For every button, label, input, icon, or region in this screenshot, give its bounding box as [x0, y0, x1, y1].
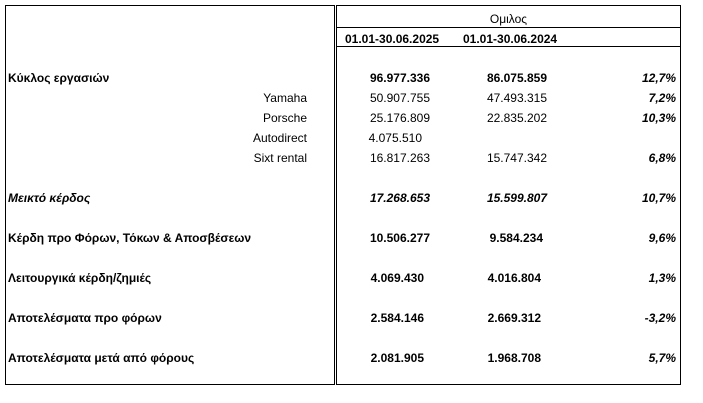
gross-profit-change: 10,7% — [641, 191, 676, 205]
operating-current: 4.069.430 — [370, 271, 424, 285]
sixt-label: Sixt rental — [253, 151, 307, 165]
sixt-current: 16.817.263 — [369, 151, 430, 165]
operating-change: 1,3% — [648, 271, 676, 285]
turnover-prior: 86.075.859 — [486, 71, 547, 85]
aftertax-prior: 1.968.708 — [487, 351, 541, 365]
operating-prior: 4.016.804 — [487, 271, 541, 285]
ebitda-prior: 9.584.234 — [489, 231, 543, 245]
pretax-change: -3,2% — [644, 311, 676, 325]
turnover-change: 12,7% — [641, 71, 676, 85]
aftertax-label: Αποτελέσματα μετά από φόρους — [8, 351, 195, 365]
period-header-divider — [336, 46, 681, 47]
autodirect-current: 4.075.510 — [368, 131, 422, 145]
autodirect-label: Autodirect — [252, 131, 307, 145]
group-header: Ομιλος — [489, 12, 528, 26]
porsche-prior: 22.835.202 — [486, 111, 547, 125]
yamaha-label: Yamaha — [263, 91, 307, 105]
operating-label: Λειτουργικά κέρδη/ζημιές — [8, 271, 152, 285]
turnover-label: Κύκλος εργασιών — [8, 71, 110, 85]
group-header-divider — [336, 27, 681, 28]
yamaha-current: 50.907.755 — [369, 91, 430, 105]
aftertax-current: 2.081.905 — [370, 351, 424, 365]
porsche-current: 25.176.809 — [369, 111, 430, 125]
porsche-label: Porsche — [262, 111, 307, 125]
ebitda-current: 10.506.277 — [369, 231, 430, 245]
aftertax-change: 5,7% — [648, 351, 676, 365]
sixt-prior: 15.747.342 — [486, 151, 547, 165]
ebitda-change: 9,6% — [648, 231, 676, 245]
period-prior-header: 01.01-30.06.2024 — [463, 32, 558, 46]
ebitda-label: Κέρδη προ Φόρων, Τόκων & Αποσβέσεων — [8, 231, 252, 245]
sixt-change: 6,8% — [648, 151, 676, 165]
porsche-change: 10,3% — [641, 111, 676, 125]
gross-profit-prior: 15.599.807 — [486, 191, 547, 205]
pretax-prior: 2.669.312 — [487, 311, 541, 325]
yamaha-change: 7,2% — [648, 91, 676, 105]
pretax-current: 2.584.146 — [370, 311, 424, 325]
gross-profit-current: 17.268.653 — [369, 191, 430, 205]
gross-profit-label: Μεικτό κέρδος — [8, 191, 91, 205]
pretax-label: Αποτελέσματα προ φόρων — [8, 311, 162, 325]
turnover-current: 96.977.336 — [369, 71, 430, 85]
yamaha-prior: 47.493.315 — [486, 91, 547, 105]
period-current-header: 01.01-30.06.2025 — [345, 32, 440, 46]
